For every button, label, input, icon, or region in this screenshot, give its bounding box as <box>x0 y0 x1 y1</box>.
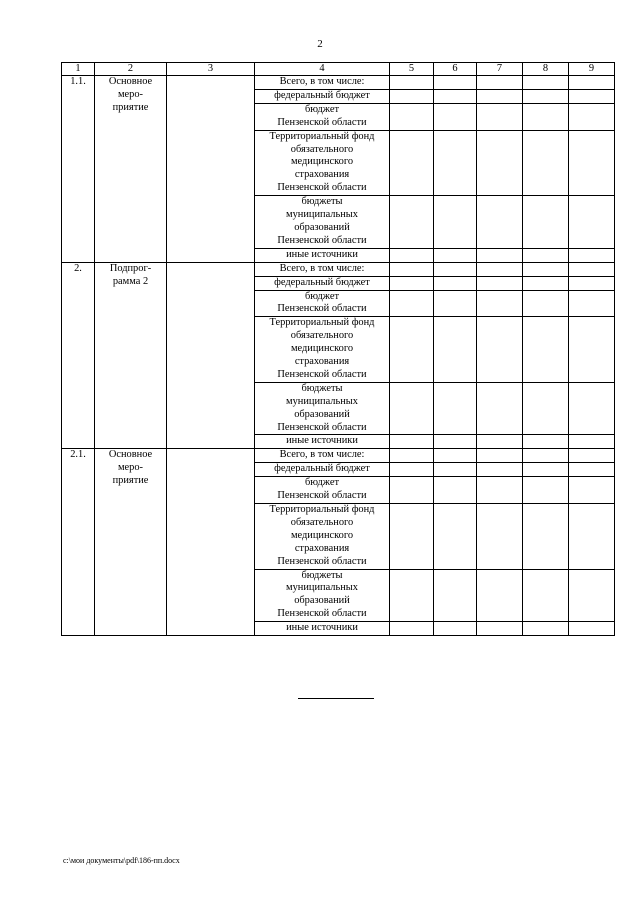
value-cell <box>523 262 569 276</box>
value-cell <box>569 435 615 449</box>
funding-source: иные источники <box>255 248 390 262</box>
value-cell <box>569 130 615 196</box>
funding-source: бюджеты муниципальных образований Пензенской области <box>255 382 390 435</box>
funding-source: бюджет Пензенской области <box>255 103 390 130</box>
footer-file-path: c:\мои документы\pdf\186-пп.docx <box>63 856 180 865</box>
value-cell <box>434 435 477 449</box>
value-cell <box>434 449 477 463</box>
page-number: 2 <box>317 38 323 50</box>
value-cell <box>434 290 477 317</box>
column-header: 6 <box>434 63 477 76</box>
value-cell <box>390 262 434 276</box>
measure-name: Основное меро- приятие <box>95 76 167 263</box>
value-cell <box>523 504 569 570</box>
value-cell <box>477 449 523 463</box>
value-cell <box>390 89 434 103</box>
value-cell <box>523 276 569 290</box>
value-cell <box>390 130 434 196</box>
value-cell <box>569 569 615 622</box>
table-row <box>62 262 615 276</box>
value-cell <box>523 248 569 262</box>
funding-source: Всего, в том числе: <box>255 449 390 463</box>
value-cell <box>477 276 523 290</box>
value-cell <box>523 449 569 463</box>
value-cell <box>523 89 569 103</box>
value-cell <box>523 382 569 435</box>
value-cell <box>569 103 615 130</box>
value-cell <box>569 449 615 463</box>
value-cell <box>434 103 477 130</box>
value-cell <box>523 317 569 383</box>
value-cell <box>390 290 434 317</box>
header-row <box>62 63 615 76</box>
funding-source: иные источники <box>255 622 390 636</box>
value-cell <box>477 622 523 636</box>
value-cell <box>434 622 477 636</box>
value-cell <box>390 504 434 570</box>
column-header: 9 <box>569 63 615 76</box>
column-header: 8 <box>523 63 569 76</box>
value-cell <box>569 622 615 636</box>
funding-source: Всего, в том числе: <box>255 262 390 276</box>
value-cell <box>434 76 477 90</box>
value-cell <box>477 103 523 130</box>
value-cell <box>477 435 523 449</box>
value-cell <box>523 103 569 130</box>
value-cell <box>434 317 477 383</box>
empty-cell <box>167 449 255 636</box>
column-header: 5 <box>390 63 434 76</box>
value-cell <box>569 477 615 504</box>
value-cell <box>390 463 434 477</box>
value-cell <box>390 76 434 90</box>
empty-cell <box>167 76 255 263</box>
value-cell <box>523 569 569 622</box>
value-cell <box>390 382 434 435</box>
value-cell <box>390 276 434 290</box>
funding-source: Всего, в том числе: <box>255 76 390 90</box>
value-cell <box>434 463 477 477</box>
value-cell <box>434 196 477 249</box>
value-cell <box>434 382 477 435</box>
funding-source: федеральный бюджет <box>255 276 390 290</box>
value-cell <box>390 196 434 249</box>
value-cell <box>390 435 434 449</box>
value-cell <box>477 463 523 477</box>
funding-source: бюджеты муниципальных образований Пензенской области <box>255 569 390 622</box>
column-header: 2 <box>95 63 167 76</box>
value-cell <box>434 569 477 622</box>
value-cell <box>477 130 523 196</box>
value-cell <box>569 382 615 435</box>
value-cell <box>477 382 523 435</box>
value-cell <box>434 248 477 262</box>
value-cell <box>523 463 569 477</box>
value-cell <box>523 196 569 249</box>
value-cell <box>569 262 615 276</box>
value-cell <box>390 248 434 262</box>
funding-source: иные источники <box>255 435 390 449</box>
value-cell <box>569 76 615 90</box>
value-cell <box>477 196 523 249</box>
value-cell <box>477 248 523 262</box>
value-cell <box>569 89 615 103</box>
value-cell <box>477 317 523 383</box>
value-cell <box>390 569 434 622</box>
value-cell <box>434 262 477 276</box>
funding-source: федеральный бюджет <box>255 463 390 477</box>
row-number: 1.1. <box>62 76 95 263</box>
value-cell <box>523 290 569 317</box>
funding-source: федеральный бюджет <box>255 89 390 103</box>
value-cell <box>569 290 615 317</box>
value-cell <box>569 276 615 290</box>
table-body <box>62 76 615 636</box>
column-header: 7 <box>477 63 523 76</box>
funding-source: Территориальный фонд обязательного медицинского страхования Пензенской области <box>255 130 390 196</box>
value-cell <box>390 103 434 130</box>
value-cell <box>569 196 615 249</box>
value-cell <box>477 76 523 90</box>
funding-source: бюджет Пензенской области <box>255 477 390 504</box>
value-cell <box>434 477 477 504</box>
value-cell <box>569 317 615 383</box>
value-cell <box>477 89 523 103</box>
end-divider <box>298 698 374 699</box>
value-cell <box>434 504 477 570</box>
value-cell <box>569 248 615 262</box>
column-header: 3 <box>167 63 255 76</box>
row-number: 2. <box>62 262 95 449</box>
budget-table <box>61 62 615 636</box>
value-cell <box>523 622 569 636</box>
value-cell <box>477 290 523 317</box>
column-header: 1 <box>62 63 95 76</box>
value-cell <box>523 76 569 90</box>
value-cell <box>569 463 615 477</box>
empty-cell <box>167 262 255 449</box>
value-cell <box>390 622 434 636</box>
funding-source: бюджет Пензенской области <box>255 290 390 317</box>
value-cell <box>434 130 477 196</box>
value-cell <box>390 449 434 463</box>
table-row <box>62 76 615 90</box>
value-cell <box>434 276 477 290</box>
funding-source: Территориальный фонд обязательного медицинского страхования Пензенской области <box>255 504 390 570</box>
value-cell <box>569 504 615 570</box>
value-cell <box>523 130 569 196</box>
value-cell <box>477 569 523 622</box>
funding-source: бюджеты муниципальных образований Пензенской области <box>255 196 390 249</box>
measure-name: Подпрог- рамма 2 <box>95 262 167 449</box>
row-number: 2.1. <box>62 449 95 636</box>
value-cell <box>477 477 523 504</box>
value-cell <box>523 477 569 504</box>
value-cell <box>477 262 523 276</box>
funding-source: Территориальный фонд обязательного медицинского страхования Пензенской области <box>255 317 390 383</box>
measure-name: Основное меро- приятие <box>95 449 167 636</box>
table-row <box>62 449 615 463</box>
column-header: 4 <box>255 63 390 76</box>
value-cell <box>477 504 523 570</box>
value-cell <box>523 435 569 449</box>
value-cell <box>434 89 477 103</box>
value-cell <box>390 477 434 504</box>
value-cell <box>390 317 434 383</box>
